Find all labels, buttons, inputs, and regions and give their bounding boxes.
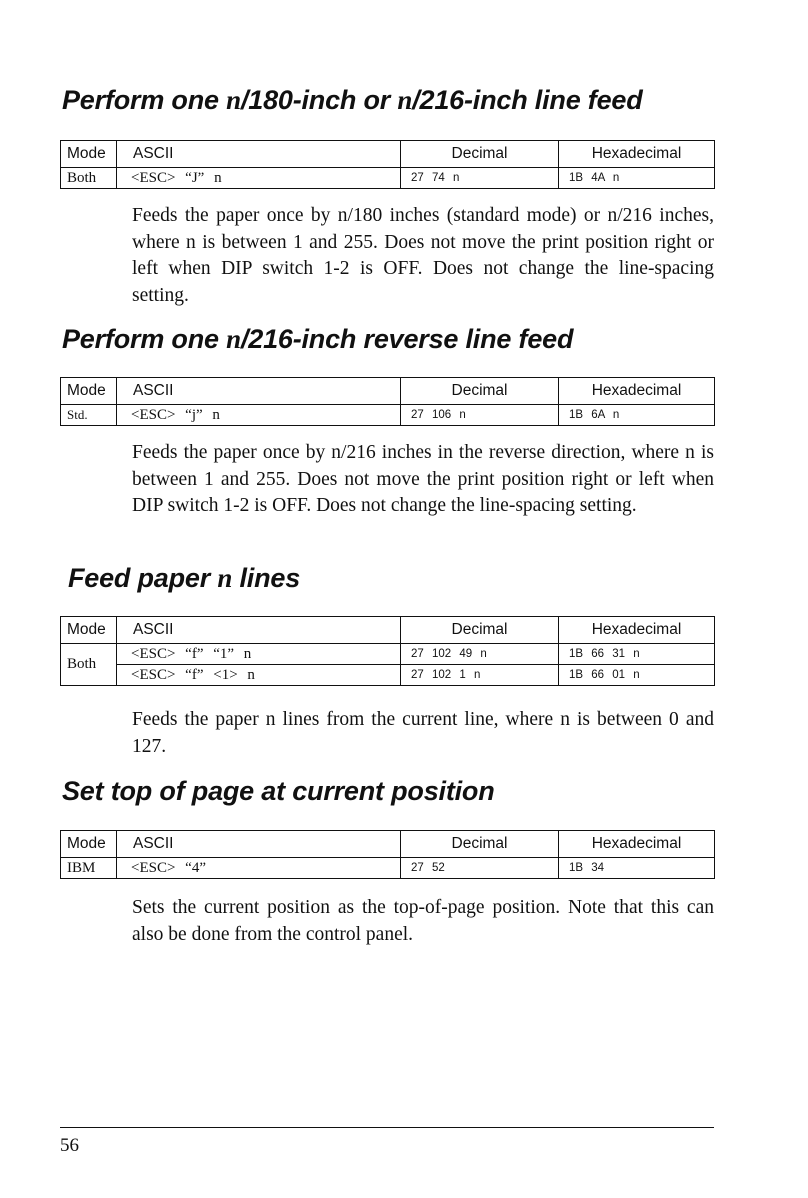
decimal-cell: 27 52 xyxy=(401,858,559,879)
section-description: Feeds the paper once by n/180 inches (standard mode) or n/216 inches, where n is between 1 and 255. Does not move the print position right or left when DIP switch 1-2 is OFF. Does not change the line-spacing setting. xyxy=(132,205,714,306)
hex-cell: 1B 6A n xyxy=(559,405,715,426)
decimal-cell: 27 74 n xyxy=(401,168,559,189)
hex-header: Hexadecimal xyxy=(559,617,715,644)
hex-cell: 1B 66 31 n xyxy=(559,644,715,665)
ascii-cell: <ESC> “j” n xyxy=(117,405,401,426)
hex-cell: 1B 66 01 n xyxy=(559,665,715,686)
mode-cell: Both xyxy=(61,168,117,189)
mode-cell: Both xyxy=(61,644,117,686)
ascii-cell: <ESC> “J” n xyxy=(117,168,401,189)
mode-cell: Std. xyxy=(61,405,117,426)
mode-header: Mode xyxy=(61,617,117,644)
ascii-cell: <ESC> “f” <1> n xyxy=(117,665,401,686)
hex-header: Hexadecimal xyxy=(559,141,715,168)
hex-cell: 1B 4A n xyxy=(559,168,715,189)
decimal-header: Decimal xyxy=(401,141,559,168)
ascii-cell: <ESC> “4” xyxy=(117,858,401,879)
footer-rule xyxy=(60,1127,714,1128)
ascii-cell: <ESC> “f” “1” n xyxy=(117,644,401,665)
ascii-header: ASCII xyxy=(117,617,401,644)
ascii-header: ASCII xyxy=(117,141,401,168)
section-heading: Perform one n/180-inch or n/216-inch line feed xyxy=(62,85,643,115)
hex-header: Hexadecimal xyxy=(559,378,715,405)
decimal-header: Decimal xyxy=(401,617,559,644)
hex-cell: 1B 34 xyxy=(559,858,715,879)
decimal-header: Decimal xyxy=(401,831,559,858)
section-description: Sets the current position as the top-of-page position. Note that this can also be done from the control panel. xyxy=(132,897,714,945)
command-table xyxy=(60,616,715,686)
ascii-header: ASCII xyxy=(117,378,401,405)
ascii-header: ASCII xyxy=(117,831,401,858)
mode-header: Mode xyxy=(61,141,117,168)
command-table xyxy=(60,377,715,426)
section-description: Feeds the paper once by n/216 inches in the reverse direction, where n is between 1 and 255. Does not move the print position right or left when DIP switch 1-2 is OFF. Does not change the line-spacing setting. xyxy=(132,442,714,516)
decimal-cell: 27 102 1 n xyxy=(401,665,559,686)
mode-cell: IBM xyxy=(61,858,117,879)
mode-header: Mode xyxy=(61,378,117,405)
decimal-cell: 27 106 n xyxy=(401,405,559,426)
page-number: 56 xyxy=(60,1135,79,1156)
section-heading: Set top of page at current position xyxy=(62,776,495,806)
section-description: Feeds the paper n lines from the current line, where n is between 0 and 127. xyxy=(132,709,714,757)
mode-header: Mode xyxy=(61,831,117,858)
section-heading: Perform one n/216-inch reverse line feed xyxy=(62,324,574,354)
hex-header: Hexadecimal xyxy=(559,831,715,858)
command-table xyxy=(60,140,715,189)
decimal-header: Decimal xyxy=(401,378,559,405)
decimal-cell: 27 102 49 n xyxy=(401,644,559,665)
section-heading: Feed paper n lines xyxy=(68,563,301,593)
command-table xyxy=(60,830,715,879)
